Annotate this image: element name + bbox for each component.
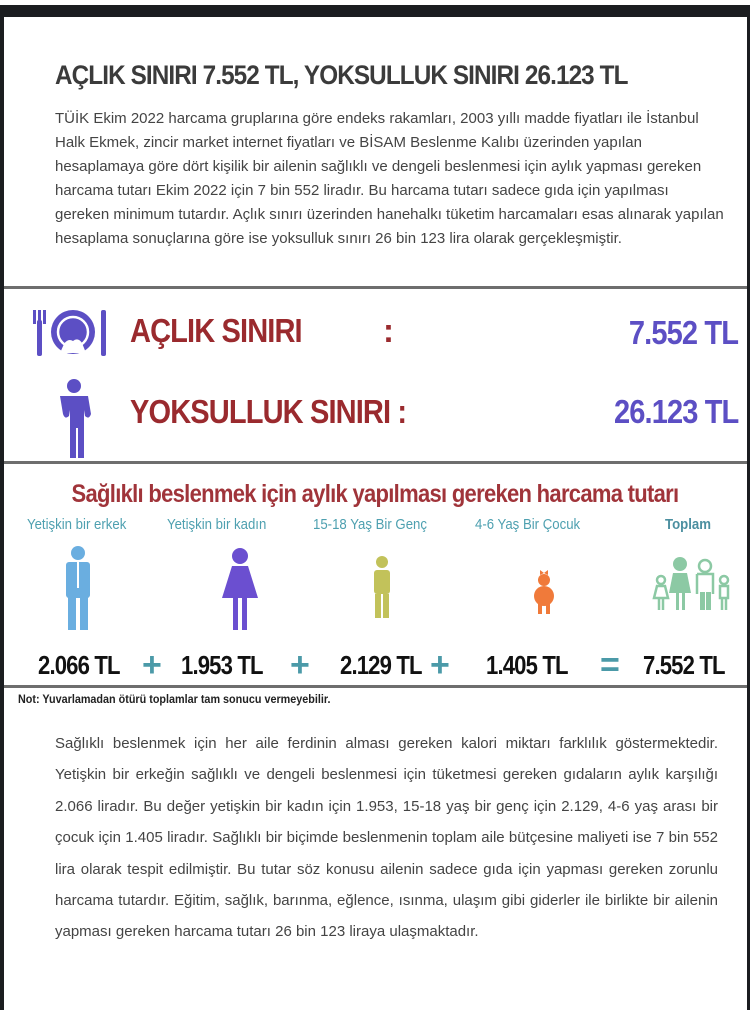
- family-icon: [652, 550, 732, 612]
- rounding-note: Not: Yuvarlamadan ötürü toplamlar tam sonucu vermeyebilir.: [18, 692, 331, 706]
- breakdown-title: Sağlıklı beslenmek için aylık yapılması gereken harcama tutarı: [71, 480, 679, 508]
- hunger-limit-value: 7.552 TL: [628, 314, 738, 351]
- plus-icon: +: [142, 646, 162, 684]
- plate-cutlery-icon: [30, 306, 110, 358]
- hunger-limit-colon: :: [383, 312, 394, 349]
- woman-icon: [222, 548, 258, 630]
- poverty-limit-value: 26.123 TL: [613, 393, 738, 430]
- member-label-child: 4-6 Yaş Bir Çocuk: [475, 516, 581, 533]
- total-value: 7.552 TL: [643, 650, 725, 680]
- plus-icon: +: [290, 646, 310, 684]
- divider: [4, 461, 747, 464]
- top-bar: [0, 5, 750, 17]
- man-icon: [62, 546, 94, 630]
- poverty-limit-label: YOKSULLUK SINIRI :: [130, 393, 407, 430]
- teen-icon: [372, 556, 392, 618]
- child-icon: [532, 568, 556, 614]
- divider: [4, 286, 747, 289]
- left-border: [0, 5, 4, 1010]
- plus-icon: +: [430, 646, 450, 684]
- intro-paragraph: TÜİK Ekim 2022 harcama gruplarına göre endeks rakamları, 2003 yıllı madde fiyatları ile İstanbul Halk Ekmek, zincir market internet fiyatları ve BİSAM Beslenme Kalıbı üzerinden yapılan hesaplamaya göre dört kişilik bir ailenin sağlıklı ve dengeli beslenmesi için aylık yapması gereken harcama tutarı Ekim 2022 için 7 bin 552 liradır. Bu harcama tutarı sadece gıda için yapılması gereken minimum tutardır. Açlık sınırı üzerinden hanehalkı tüketim harcamaları esas alınarak yapılan hesaplama sonuçlarına göre ise yoksulluk sınırı 26 bin 123 lira olarak gerçekleşmiştir.: [55, 110, 724, 247]
- page-title: AÇLIK SINIRI 7.552 TL, YOKSULLUK SINIRI 26.123 TL: [55, 60, 628, 90]
- member-label-man: Yetişkin bir erkek: [27, 516, 127, 533]
- body-paragraph: Sağlıklı beslenmek için her aile ferdinin alması gereken kalori miktarı farklılık göstermektedir. Yetişkin bir erkeğin sağlıklı ve dengeli beslenmesi için tüketmesi gereken gıdaların aylık karşılığı 2.066 liradır. Bu değer yetişkin bir kadın için 1.953, 15-18 yaş bir genç için 2.129, 4-6 yaş arası bir çocuk için 1.405 liradır. Sağlıklı bir biçimde beslenmenin toplam aile bütçesine maliyeti ise 7 bin 552 lira olarak tespit edilmiştir. Bu tutar söz konusu ailenin sadece gıda için yapması gereken zorunlu harcama tutardır. Eğitim, sağlık, barınma, eğlence, ısınma, ulaşım gibi giderler ile birlikte bir ailenin yapması gereken harcama tutarı 26 bin 123 liraya ulaşmaktadır.: [55, 735, 718, 941]
- member-value-man: 2.066 TL: [38, 650, 120, 680]
- empty-pockets-person-icon: [52, 378, 96, 460]
- member-value-child: 1.405 TL: [486, 650, 568, 680]
- divider: [4, 685, 747, 688]
- hunger-limit-label: AÇLIK SINIRI: [130, 312, 302, 349]
- total-label: Toplam: [665, 516, 711, 533]
- equals-icon: =: [600, 646, 620, 684]
- member-label-woman: Yetişkin bir kadın: [167, 516, 267, 533]
- member-label-teen: 15-18 Yaş Bir Genç: [313, 516, 427, 533]
- member-value-teen: 2.129 TL: [340, 650, 422, 680]
- member-value-woman: 1.953 TL: [181, 650, 263, 680]
